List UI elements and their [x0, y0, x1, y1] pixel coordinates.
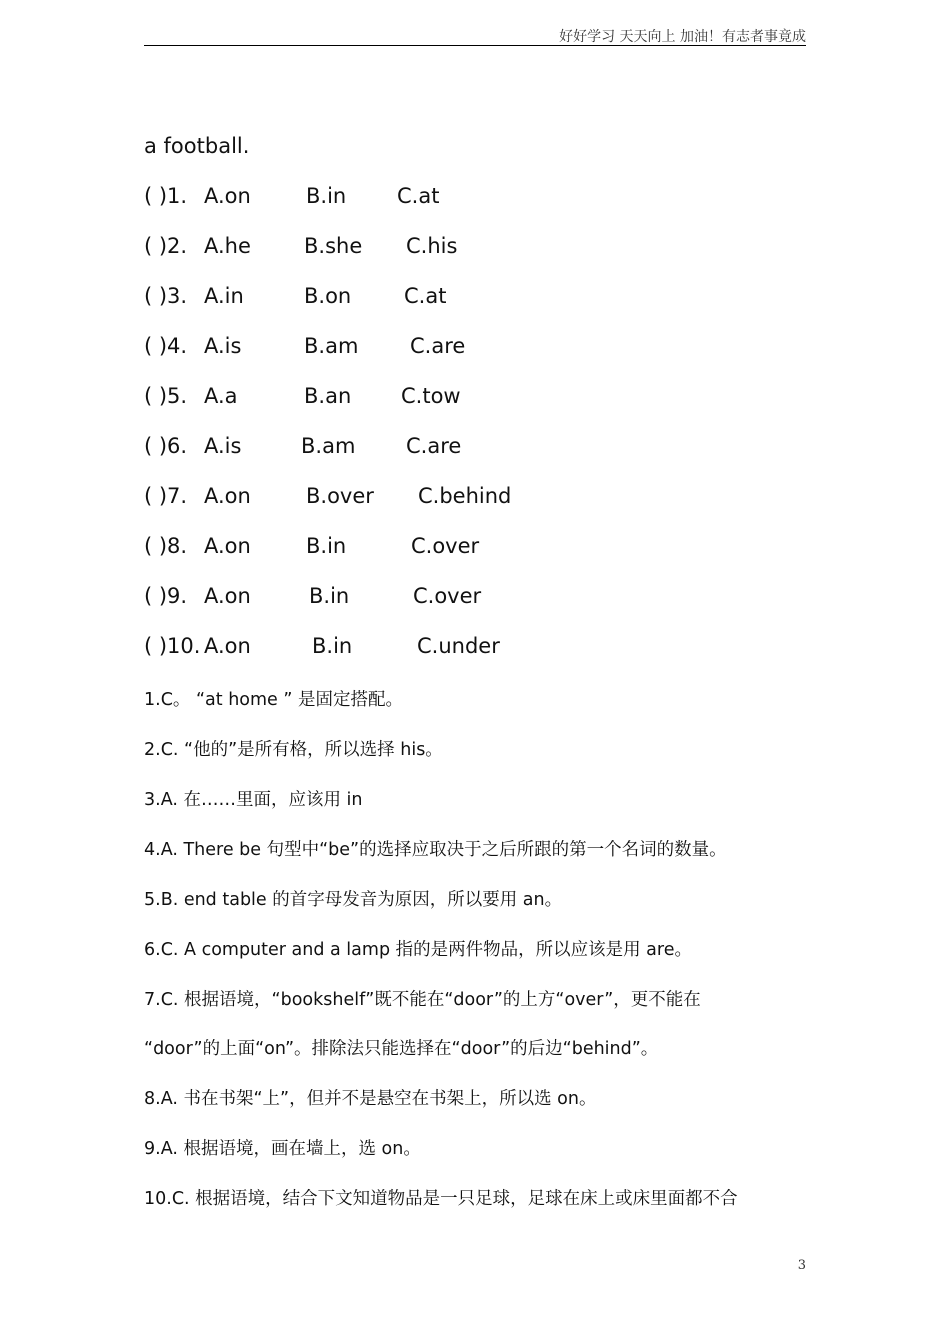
option-b: B.over: [306, 484, 374, 508]
option-row: [144, 234, 644, 264]
option-row: [144, 534, 644, 564]
option-row: [144, 484, 644, 514]
question-number: ( )7.: [144, 484, 188, 508]
option-c: C.behind: [418, 484, 512, 508]
option-b: B.in: [309, 584, 350, 608]
question-number: ( )9.: [144, 584, 188, 608]
answer-line: 6.C. A computer and a lamp 指的是两件物品，所以应该是用 are。: [144, 940, 692, 960]
option-a: A.is: [204, 434, 242, 458]
answer-line: 5.B. end table 的首字母发音为原因，所以要用 an。: [144, 890, 563, 910]
option-a: A.on: [204, 584, 251, 608]
option-b: B.in: [312, 634, 353, 658]
option-a: A.on: [204, 484, 251, 508]
option-c: C.are: [406, 434, 462, 458]
answer-line: “door”的上面“on”。排除法只能选择在“door”的后边“behind”。: [144, 1039, 659, 1059]
option-b: B.am: [304, 334, 359, 358]
answer-line: 1.C。 “at home ” 是固定搭配。: [144, 690, 403, 710]
option-c: C.tow: [401, 384, 461, 408]
option-a: A.is: [204, 334, 242, 358]
answer-line: 7.C. 根据语境，“bookshelf”既不能在“door”的上方“over”，更不能在: [144, 990, 701, 1010]
option-b: B.an: [304, 384, 352, 408]
option-b: B.in: [306, 534, 347, 558]
question-number: ( )1.: [144, 184, 188, 208]
question-number: ( )4.: [144, 334, 188, 358]
answer-line: 2.C. “他的”是所有格，所以选择 his。: [144, 740, 443, 760]
option-row: [144, 434, 644, 464]
option-a: A.he: [204, 234, 251, 258]
answer-line: 10.C. 根据语境，结合下文知道物品是一只足球，足球在床上或床里面都不合: [144, 1189, 738, 1209]
option-a: A.on: [204, 634, 251, 658]
option-row: [144, 384, 644, 414]
option-row: [144, 334, 644, 364]
question-number: ( )6.: [144, 434, 188, 458]
option-b: B.she: [304, 234, 363, 258]
question-number: ( )10.: [144, 634, 201, 658]
header-rule: [144, 45, 806, 46]
option-c: C.at: [404, 284, 447, 308]
option-c: C.over: [411, 534, 480, 558]
option-c: C.under: [417, 634, 500, 658]
option-row: [144, 634, 644, 664]
option-row: [144, 584, 644, 614]
page-header: 好好学习 天天向上 加油！有志者事竟成: [559, 29, 806, 45]
option-c: C.his: [406, 234, 458, 258]
option-a: A.on: [204, 534, 251, 558]
question-number: ( )3.: [144, 284, 188, 308]
answer-line: 3.A. 在……里面，应该用 in: [144, 790, 363, 810]
option-c: C.over: [413, 584, 482, 608]
page-number: 3: [797, 1258, 806, 1273]
option-b: B.in: [306, 184, 347, 208]
option-a: A.on: [204, 184, 251, 208]
answer-line: 9.A. 根据语境，画在墙上，选 on。: [144, 1139, 421, 1159]
option-c: C.at: [397, 184, 440, 208]
option-c: C.are: [410, 334, 466, 358]
question-number: ( )8.: [144, 534, 188, 558]
question-number: ( )5.: [144, 384, 188, 408]
answer-line: 8.A. 书在书架“上”，但并不是悬空在书架上，所以选 on。: [144, 1089, 597, 1109]
option-a: A.a: [204, 384, 238, 408]
option-row: [144, 284, 644, 314]
intro-line: a football.: [144, 134, 250, 158]
option-b: B.on: [304, 284, 352, 308]
option-row: [144, 184, 644, 214]
option-b: B.am: [301, 434, 356, 458]
answer-line: 4.A. There be 句型中“be”的选择应取决于之后所跟的第一个名词的数量。: [144, 840, 727, 860]
option-a: A.in: [204, 284, 244, 308]
question-number: ( )2.: [144, 234, 188, 258]
